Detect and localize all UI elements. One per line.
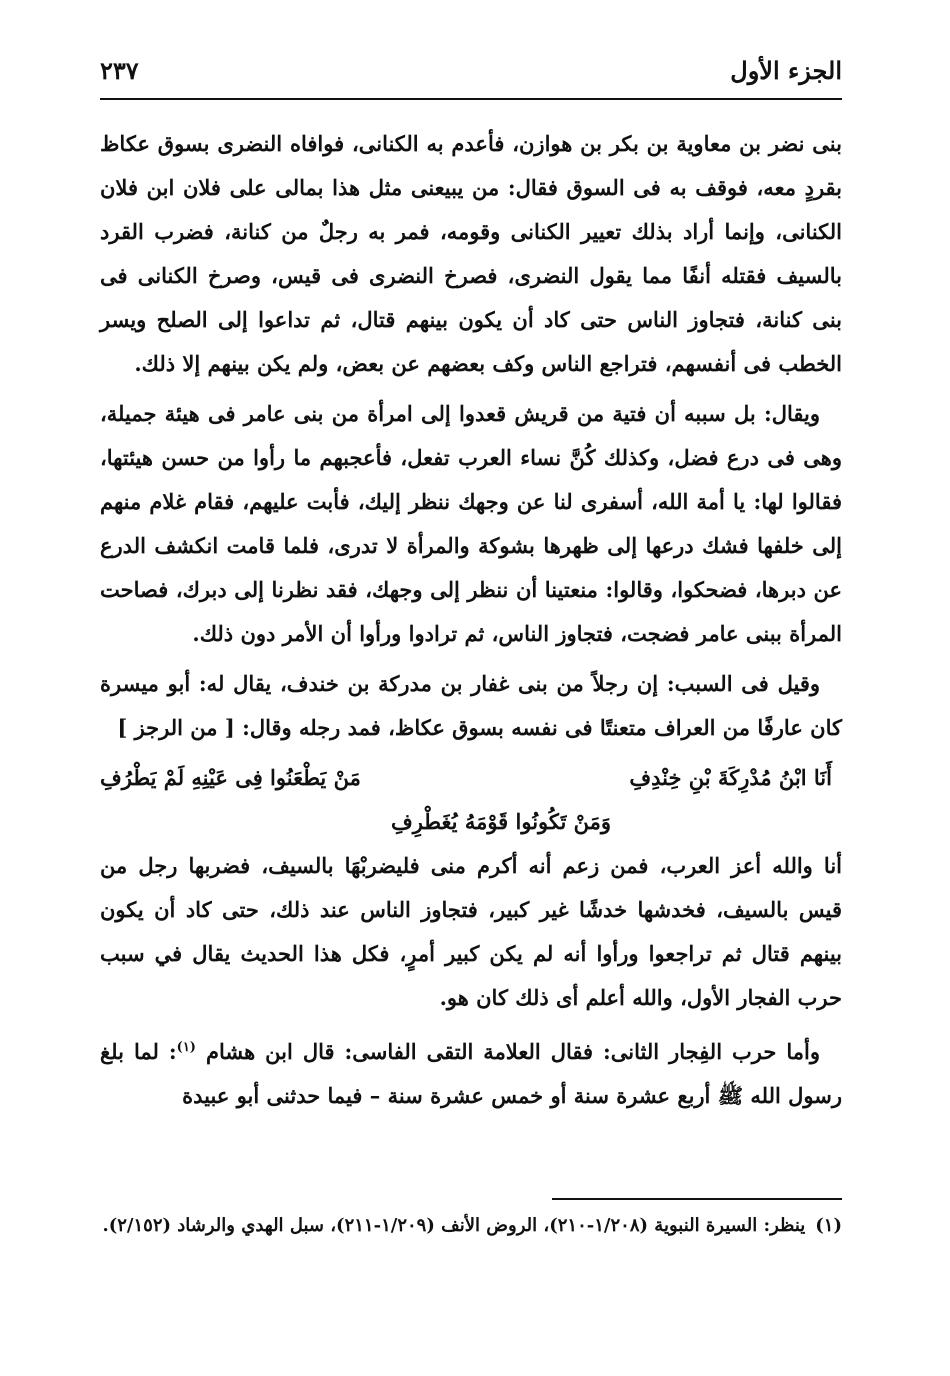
paragraph-3 — [100, 662, 842, 750]
poem-verse — [100, 756, 842, 844]
header-divider — [100, 98, 842, 100]
paragraph-2: ويقال: بل سببه أن فتية من قريش قعدوا إلى امرأة من بنى عامر فى هيئة جميلة، وهى فى درع فضل، وكذلك كُنَّ نساء العرب تفعل، فأعجبهم ما رأوا من حسن هيئتها، فقالوا لها: يا أمة الله، أسفرى لنا عن وجهك ننظر إليك، فأبت عليهم، فقام غلام منهم إلى خلفها فشك درعها إلى ظهرها بشوكة والمرأة لا تدرى، فلما قامت انكشف الدرع عن دبرها، فضحكوا، وقالوا: منعتينا أن ننظر إلى وجهك، فقد نظرنا إلى دبرك، فصاحت المرأة ببنى عامر فضجت، فتجاوز الناس، ثم ترادوا ورأوا أن الأمر دون ذلك. — [100, 401, 842, 646]
poetic-meter-label: [ من الرجز ] — [117, 715, 235, 740]
paragraph-3-text: وقيل فى السبب: إن رجلاً من بنى غفار بن مدركة بن خندف، يقال له: أبو ميسرة كان عارفًا من العراف متعنتًا فى نفسه بسوق عكاظ، فمد رجله وقال: — [100, 671, 842, 740]
poem-hemistich-1: أَنَا ابْنُ مُدْرِكَةَ بْنِ خِنْدِفِ — [629, 765, 832, 790]
poem-hemistich-2: مَنْ يَطْعَنُوا فِى عَيْنِهِ لَمْ يَطْرُفِ — [100, 765, 361, 790]
body-text — [100, 122, 842, 1124]
paragraph-5-text-after: : لما بلغ رسول الله ﷺ أربع عشرة سنة أو خمس عشرة سنة – فيما حدثنى أبو عبيدة — [100, 1039, 842, 1108]
poem-line-2: وَمَنْ تَكُونُوا قَوْمَهُ يُغَطْرِفِ — [390, 809, 612, 834]
paragraph-1: بنى نضر بن معاوية بن بكر بن هوازن، فأعدم به الكنانى، فوافاه النضرى بسوق عكاظ بقردٍ معه، فوقف به فى السوق فقال: من يبيعنى مثل هذا بمالى على فلان ابن فلان الكنانى، وإنما أراد بذلك تعيير الكنانى وقومه، فمر به رجلٌ من كنانة، فضرب القرد بالسيف فقتله أنفًا مما يقول النضرى، فصرخ النضرى فى قيس، وصرخ الكنانى فى بنى كنانة، فتجاوز الناس حتى كاد أن يكون بينهم قتال، ثم تداعوا إلى الصلح ويسر الخطب فى أنفسهم، فتراجع الناس وكف بعضهم عن بعض، ولم يكن بينهم إلا ذلك. — [100, 131, 842, 376]
header-title: الجزء الأول — [730, 56, 842, 85]
footnote-divider — [552, 1198, 842, 1200]
footnote-number: (١) — [815, 1215, 842, 1236]
footnote — [100, 1210, 842, 1242]
paragraph-5 — [100, 1026, 842, 1118]
page-number: ٢٣٧ — [100, 56, 139, 85]
paragraph-5-text: وأما حرب الفِجار الثانى: فقال العلامة التقى الفاسى: قال ابن هشام — [205, 1039, 820, 1064]
poem-line-1 — [100, 756, 842, 800]
paragraph-4: أنا والله أعز العرب، فمن زعم أنه أكرم منى فليضربْهَا بالسيف، فضربها رجل من قيس بالسيف، فخدشها خدشًا غير كبير، فتجاوز الناس عند ذلك، حتى كاد أن يكون بينهم قتال ثم تراجعوا ورأوا أنه لم يكن كبير أمرٍ، فكل هذا الحديث يقال في سبب حرب الفجار الأول، والله أعلم أى ذلك كان هو. — [100, 853, 842, 1010]
footnote-text: ينظر: السيرة النبوية (١/٢٠٨-٢١٠)، الروض الأنف (١/٢٠٩-٢١١)، سبل الهدي والرشاد (٢/١٥٢). — [102, 1215, 806, 1236]
footnote-reference[interactable]: (١) — [176, 1040, 196, 1055]
running-header — [100, 48, 842, 94]
